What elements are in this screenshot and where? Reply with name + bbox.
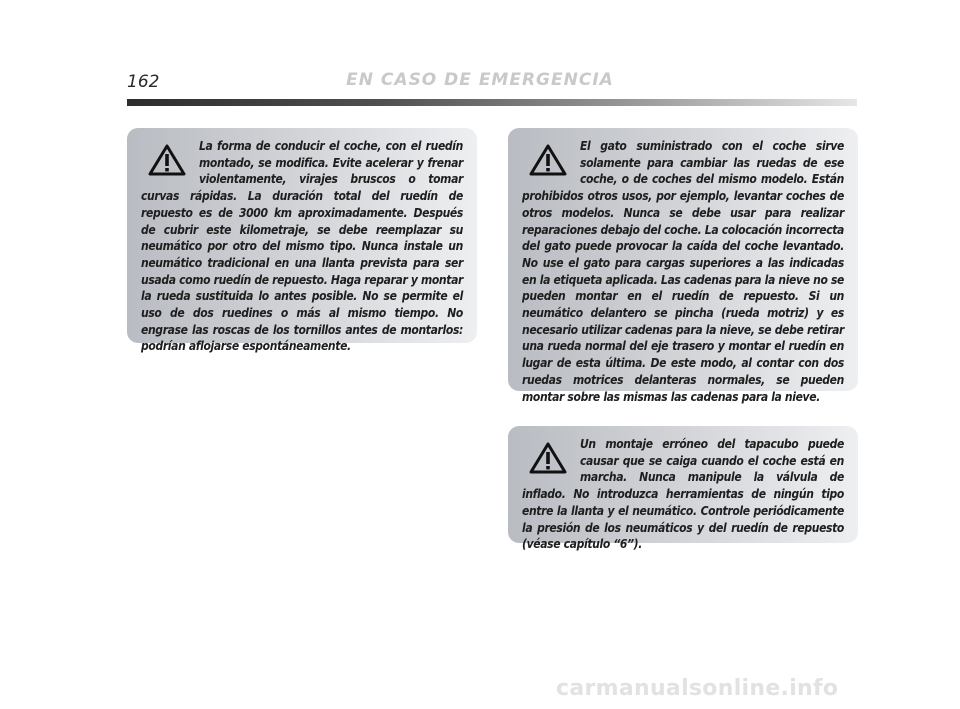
watermark: carmanualsonline.info [556,676,839,701]
section-title: EN CASO DE EMERGENCIA [346,70,614,90]
warning-triangle-icon [528,143,568,177]
header-divider [127,99,857,106]
warning-text: La forma de conducir el coche, con el ruedín montado, se modifica. Evite acelerar y frenar violentamente, virajes bruscos o tomar curvas rápidas. La duración total del ruedín de repuesto es de 3000 km aproximadamente. Después de cubrir este kilometraje, se debe reemplazar su neumático por otro del mismo tipo. Nunca instale un neumático tradicional en una llanta prevista para ser usada como ruedín de repuesto. Haga reparar y montar la rueda sustituida lo antes posible. No se permite el uso de dos ruedines o más al mismo tiempo. No engrase las roscas de los tornillos antes de montarlos: podrían aflojarse espontáneamente. [141,139,463,354]
warning-triangle-icon [147,143,187,177]
warning-text: Un montaje erróneo del tapacubo puede causar que se caiga cuando el coche está en marcha. Nunca manipule la válvula de inflado. No introduzca herramientas de ningún tipo entre la llanta y el neumático. Controle periódicamente la presión de los neumáticos y del ruedín de repuesto (véase capítulo “6”). [522,437,844,552]
warning-triangle-icon [528,441,568,475]
warning-box-jack [508,128,858,404]
warning-text: El gato suministrado con el coche sirve solamente para cambiar las ruedas de ese coche, o de coches del mismo modelo. Están prohibidos otros usos, por ejemplo, levantar coches de otros modelos. Nunca se debe usar para realizar reparaciones debajo del coche. La colocación incorrecta del gato puede provocar la caída del coche levantado. No use el gato para cargas superiores a las indicadas en la etiqueta aplicada. Las cadenas para la nieve no se pueden montar en el ruedín de repuesto. Si un neumático delantero se pincha (rueda motriz) y es necesario utilizar cadenas para la nieve, se debe retirar una rueda normal del eje trasero y montar el ruedín en lugar de esta última. De este modo, al contar con dos ruedas motrices delanteras normales, se pueden montar sobre las mismas las cadenas para la nieve. [522,139,844,404]
page-number: 162 [127,72,160,92]
warning-box-hubcap [508,426,858,552]
warning-box-spare-wheel [127,128,477,354]
